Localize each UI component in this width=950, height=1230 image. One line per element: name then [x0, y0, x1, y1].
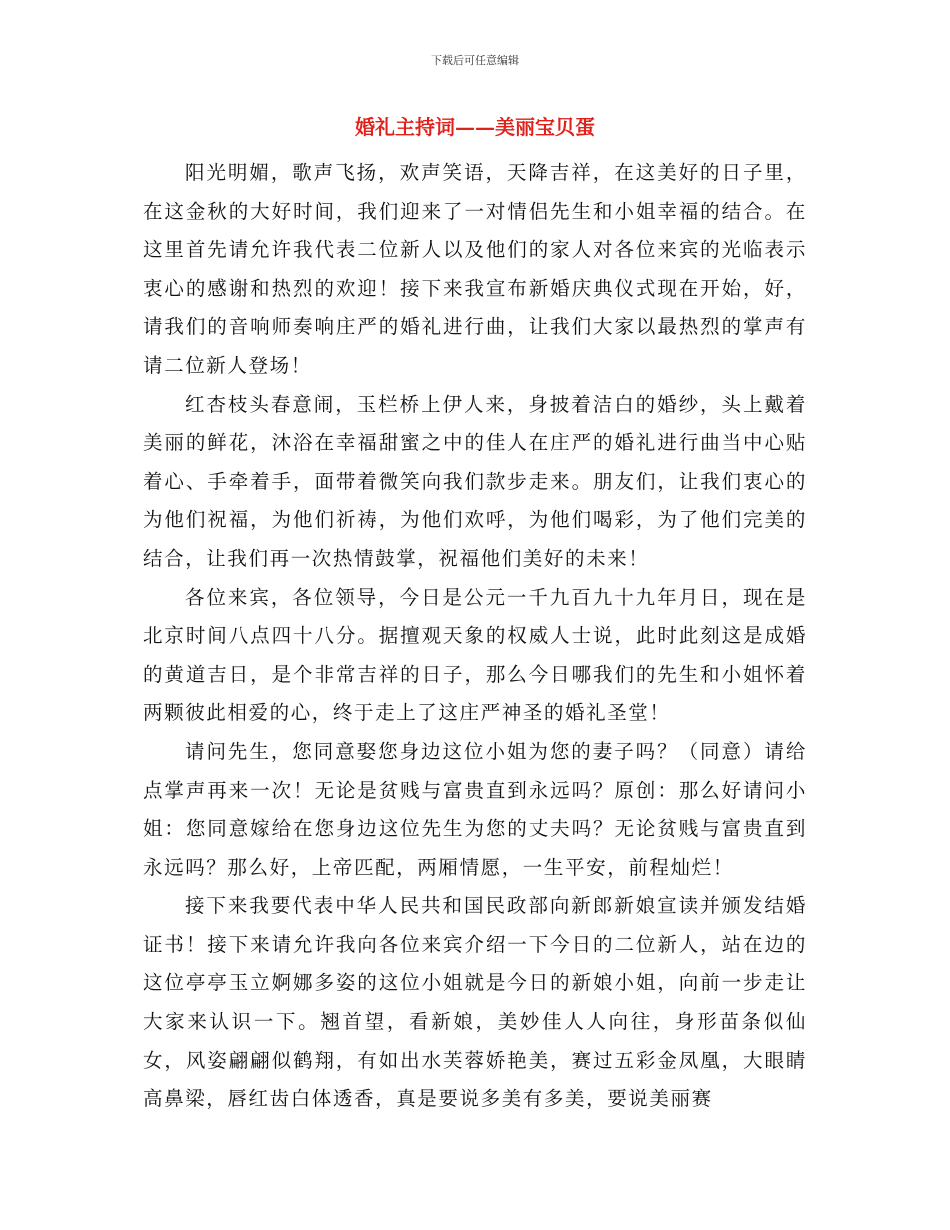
paragraph-5: 接下来我要代表中华人民共和国民政部向新郎新娘宣读并颁发结婚证书！接下来请允许我向各位来宾介绍一下今日的二位新人，站在边的这位亭亭玉立婀娜多姿的这位小姐就是今日的新娘小姐，向前一步走让大家来认识一下。翘首望，看新娘，美妙佳人人向往，身形苗条似仙女，风姿翩翩似鹤翔，有如出水芙蓉娇艳美，赛过五彩金凤凰，大眼睛高鼻梁，唇红齿白体透香，真是要说多美有多美，要说美丽赛 — [143, 894, 807, 1111]
paragraph-4: 请问先生，您同意娶您身边这位小姐为您的妻子吗？（同意）请给点掌声再来一次！无论是贫贱与富贵直到永远吗？原创：那么好请问小姐：您同意嫁给在您身边这位先生为您的丈夫吗？无论贫贱与富贵直到永远吗？那么好，上帝匹配，两厢情愿，一生平安，前程灿烂！ — [143, 739, 807, 879]
header-note: 下载后可任意编辑 — [431, 54, 519, 67]
paragraph-3: 各位来宾，各位领导，今日是公元一千九百九十九年月日，现在是北京时间八点四十八分。据擅观天象的权威人士说，此时此刻这是成婚的黄道吉日，是个非常吉祥的日子，那么今日哪我们的先生和小姐怀着两颗彼此相爱的心，终于走上了这庄严神圣的婚礼圣堂！ — [143, 585, 807, 725]
document-body — [143, 154, 807, 1119]
document-title: 婚礼主持词——美丽宝贝蛋 — [355, 115, 595, 139]
paragraph-1: 阳光明媚，歌声飞扬，欢声笑语，天降吉祥，在这美好的日子里，在这金秋的大好时间，我们迎来了一对情侣先生和小姐幸福的结合。在这里首先请允许我代表二位新人以及他们的家人对各位来宾的光临表示衷心的感谢和热烈的欢迎！接下来我宣布新婚庆典仪式现在开始，好，请我们的音响师奏响庄严的婚礼进行曲，让我们大家以最热烈的掌声有请二位新人登场！ — [143, 161, 807, 377]
paragraph-2: 红杏枝头春意闹，玉栏桥上伊人来，身披着洁白的婚纱，头上戴着美丽的鲜花，沐浴在幸福甜蜜之中的佳人在庄严的婚礼进行曲当中心贴着心、手牵着手，面带着微笑向我们款步走来。朋友们，让我们衷心的为他们祝福，为他们祈祷，为他们欢呼，为他们喝彩，为了他们完美的结合，让我们再一次热情鼓掌，祝福他们美好的未来！ — [143, 392, 807, 570]
